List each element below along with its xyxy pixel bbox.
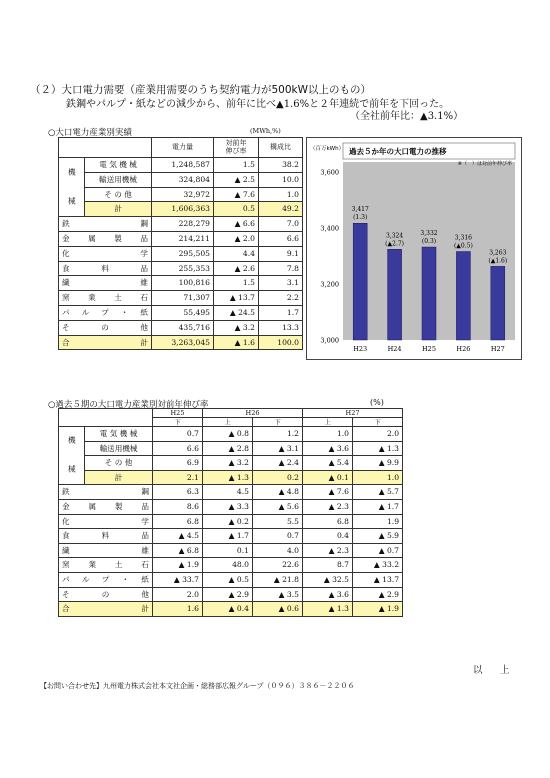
- table2-header-blank: [59, 409, 153, 427]
- growth-cell: ▲ 3.2: [214, 320, 259, 335]
- row-label: 窯業土石: [59, 291, 152, 306]
- table2-row: [59, 587, 403, 602]
- chart-bar: [353, 223, 367, 340]
- y-tick-label: 3,600: [320, 168, 339, 177]
- growth-cell: ▲ 24.5: [214, 305, 259, 320]
- value-cell: ▲ 3.1: [253, 441, 303, 456]
- chart-title: 過去５か年の大口電力の推移: [349, 147, 447, 156]
- bar-value-label: 3,263: [489, 249, 507, 257]
- table2-row: [59, 543, 403, 558]
- value-cell: 2.0: [353, 427, 403, 442]
- growth-cell: ▲ 2.0: [214, 231, 259, 246]
- value-cell: ▲ 5.9: [353, 529, 403, 544]
- year-header: H25: [153, 409, 203, 418]
- row-label: 電 気 機 械: [85, 158, 152, 173]
- table1-header-amount: 電力量: [152, 138, 214, 158]
- value-cell: 6.3: [153, 485, 203, 500]
- table1-row-machine-electric: [59, 158, 303, 173]
- value-cell: ▲ 32.5: [303, 572, 353, 587]
- table1-row-machine-transport: [59, 172, 303, 187]
- value-cell: 1.0: [303, 427, 353, 442]
- growth-cell: ▲ 2.6: [214, 261, 259, 276]
- share-cell: 38.2: [259, 158, 303, 173]
- row-label: 輸送用機械: [85, 441, 153, 456]
- amount-cell: 1,606,363: [152, 202, 214, 217]
- table2-row-machine-other: [59, 456, 403, 471]
- half-header: 上: [303, 418, 353, 427]
- table2-row: [59, 558, 403, 573]
- row-label: 窯業土石: [59, 558, 153, 573]
- value-cell: ▲ 21.8: [253, 572, 303, 587]
- share-cell: 1.7: [259, 305, 303, 320]
- value-cell: ▲ 4.8: [253, 485, 303, 500]
- value-cell: ▲ 13.7: [353, 572, 403, 587]
- table1-row-machine-subtotal: [59, 202, 303, 217]
- x-tick-label: H27: [490, 345, 505, 353]
- row-label: 鉄鋼: [59, 217, 152, 232]
- chart-svg: [307, 138, 523, 361]
- value-cell: ▲ 33.7: [153, 572, 203, 587]
- row-label: その他: [59, 587, 153, 602]
- value-cell: ▲ 5.6: [253, 499, 303, 514]
- contact-info: 【お問い合わせ先】九州電力株式会社本文社企画・総務部広報グループ（０９６）３８６－２２０６: [40, 682, 355, 690]
- row-label: そ の 他: [85, 187, 152, 202]
- value-cell: ▲ 0.7: [353, 543, 403, 558]
- table1-header-blank: [59, 138, 152, 158]
- x-tick-label: H23: [353, 345, 368, 353]
- table1-machine-group-label: 機 械: [59, 158, 85, 217]
- table1-row: [59, 246, 303, 261]
- row-label: 食料品: [59, 529, 153, 544]
- row-label: 繊維: [59, 543, 153, 558]
- bar-growth-label: (▲1.6): [488, 257, 508, 265]
- table1-caption: ○大口電力産業別実績: [48, 128, 132, 138]
- share-cell: 100.0: [259, 335, 303, 350]
- row-label: 計: [85, 470, 153, 485]
- amount-cell: 435,716: [152, 320, 214, 335]
- table1-row: [59, 305, 303, 320]
- value-cell: 1.6: [153, 602, 203, 617]
- value-cell: ▲ 2.9: [353, 587, 403, 602]
- chart-bar: [491, 266, 505, 340]
- five-year-chart: [306, 137, 522, 360]
- amount-cell: 324,804: [152, 172, 214, 187]
- row-label: 輸送用機械: [85, 172, 152, 187]
- value-cell: ▲ 0.4: [203, 602, 253, 617]
- half-header: 下: [153, 418, 203, 427]
- row-label: そ の 他: [85, 456, 153, 471]
- chart-bar: [422, 247, 436, 340]
- bar-growth-label: (▲0.5): [453, 242, 473, 250]
- bar-growth-label: (▲2.7): [385, 240, 405, 248]
- amount-cell: 295,505: [152, 246, 214, 261]
- growth-cell: ▲ 1.6: [214, 335, 259, 350]
- bar-value-label: 3,332: [420, 230, 438, 238]
- table1-header-row: [59, 138, 303, 158]
- value-cell: ▲ 6.8: [153, 543, 203, 558]
- row-label: 食料品: [59, 261, 152, 276]
- y-axis: [320, 169, 339, 345]
- row-label: 計: [85, 202, 152, 217]
- value-cell: ▲ 2.3: [303, 543, 353, 558]
- x-tick-label: H26: [456, 345, 471, 353]
- value-cell: ▲ 2.9: [203, 587, 253, 602]
- chart-bar: [388, 249, 402, 340]
- value-cell: 4.5: [203, 485, 253, 500]
- table1-unit: (MWh,%): [250, 127, 281, 135]
- value-cell: ▲ 1.3: [203, 470, 253, 485]
- table1-row: [59, 276, 303, 291]
- growth-cell: ▲ 7.6: [214, 187, 259, 202]
- growth-cell: ▲ 13.7: [214, 291, 259, 306]
- value-cell: ▲ 3.3: [203, 499, 253, 514]
- row-label: 電 気 機 械: [85, 427, 153, 442]
- growth-cell: ▲ 6.6: [214, 217, 259, 232]
- value-cell: ▲ 33.2: [353, 558, 403, 573]
- amount-cell: 3,263,045: [152, 335, 214, 350]
- value-cell: ▲ 2.8: [203, 441, 253, 456]
- row-label: パルプ・紙: [59, 572, 153, 587]
- bar-value-label: 3,417: [351, 206, 369, 214]
- row-label: 合計: [59, 602, 153, 617]
- value-cell: ▲ 1.9: [353, 602, 403, 617]
- chart-bar: [456, 252, 470, 340]
- row-label: 繊維: [59, 276, 152, 291]
- row-label: 鉄鋼: [59, 485, 153, 500]
- value-cell: 0.4: [303, 529, 353, 544]
- value-cell: 8.6: [153, 499, 203, 514]
- table1-row: [59, 261, 303, 276]
- value-cell: 2.0: [153, 587, 203, 602]
- value-cell: ▲ 3.2: [203, 456, 253, 471]
- value-cell: 4.0: [253, 543, 303, 558]
- value-cell: 6.8: [303, 514, 353, 529]
- growth-by-industry-table: [58, 408, 403, 617]
- x-tick-label: H25: [422, 345, 436, 353]
- table1-row: [59, 217, 303, 232]
- table2-row-machine-subtotal: [59, 470, 403, 485]
- value-cell: ▲ 1.3: [303, 602, 353, 617]
- year-header: H26: [203, 409, 303, 418]
- share-cell: 2.2: [259, 291, 303, 306]
- bar-value-label: 3,316: [454, 234, 472, 242]
- chart-note: ※（ ）は対前年伸び率: [457, 161, 512, 167]
- closing-mark: 以 上: [473, 665, 514, 676]
- growth-cell: 4.4: [214, 246, 259, 261]
- value-cell: ▲ 0.8: [203, 427, 253, 442]
- value-cell: ▲ 5.7: [353, 485, 403, 500]
- table1-row-machine-other: [59, 187, 303, 202]
- table1-header-share: 構成比: [259, 138, 303, 158]
- y-tick-label: 3,200: [320, 280, 339, 289]
- value-cell: ▲ 3.5: [253, 587, 303, 602]
- table2-row: [59, 499, 403, 514]
- growth-cell: ▲ 2.5: [214, 172, 259, 187]
- value-cell: 1.0: [353, 470, 403, 485]
- value-cell: 6.8: [153, 514, 203, 529]
- table1-header-growth: 対前年 伸び率: [214, 138, 259, 158]
- value-cell: 48.0: [203, 558, 253, 573]
- share-cell: 3.1: [259, 276, 303, 291]
- value-cell: ▲ 1.7: [203, 529, 253, 544]
- amount-cell: 255,353: [152, 261, 214, 276]
- row-label: 化学: [59, 514, 153, 529]
- table2-row-machine-electric: [59, 427, 403, 442]
- section-heading: （２）大口電力需要（産業用需要のうち契約電力が500kW以上のもの）: [30, 84, 372, 96]
- value-cell: ▲ 0.1: [303, 470, 353, 485]
- table2-year-row: [59, 409, 403, 418]
- table2-row: [59, 514, 403, 529]
- value-cell: ▲ 5.4: [303, 456, 353, 471]
- value-cell: ▲ 3.6: [303, 441, 353, 456]
- half-header: 下: [353, 418, 403, 427]
- share-cell: 13.3: [259, 320, 303, 335]
- amount-cell: 228,279: [152, 217, 214, 232]
- value-cell: ▲ 9.9: [353, 456, 403, 471]
- table2-caption: ○過去５期の大口電力産業別対前年伸び率: [48, 400, 209, 410]
- growth-cell: 0.5: [214, 202, 259, 217]
- table1-row: [59, 291, 303, 306]
- value-cell: 0.1: [203, 543, 253, 558]
- value-cell: 0.7: [153, 427, 203, 442]
- results-by-industry-table: [58, 137, 303, 350]
- summary-total: （全社前年比：▲3.1%）: [350, 111, 464, 122]
- value-cell: 5.5: [253, 514, 303, 529]
- value-cell: ▲ 0.6: [253, 602, 303, 617]
- value-cell: ▲ 0.2: [203, 514, 253, 529]
- growth-cell: 1.5: [214, 276, 259, 291]
- bar-growth-label: (0.3): [421, 238, 437, 246]
- row-label: 金属製品: [59, 231, 152, 246]
- value-cell: 1.2: [253, 427, 303, 442]
- half-header: 下: [253, 418, 303, 427]
- share-cell: 1.0: [259, 187, 303, 202]
- table2-machine-group-label: 機 械: [59, 427, 85, 485]
- row-label: 化学: [59, 246, 152, 261]
- bar-growth-label: (1.3): [353, 214, 368, 222]
- value-cell: ▲ 2.3: [303, 499, 353, 514]
- table2-row-machine-transport: [59, 441, 403, 456]
- value-cell: ▲ 4.5: [153, 529, 203, 544]
- share-cell: 6.6: [259, 231, 303, 246]
- value-cell: ▲ 3.6: [303, 587, 353, 602]
- table1-total-row: [59, 335, 303, 350]
- value-cell: ▲ 2.4: [253, 456, 303, 471]
- value-cell: 6.6: [153, 441, 203, 456]
- value-cell: 2.1: [153, 470, 203, 485]
- value-cell: ▲ 1.7: [353, 499, 403, 514]
- amount-cell: 32,972: [152, 187, 214, 202]
- amount-cell: 1,248,587: [152, 158, 214, 173]
- table1-row: [59, 231, 303, 246]
- value-cell: 1.9: [353, 514, 403, 529]
- table2-row: [59, 529, 403, 544]
- row-label: その他: [59, 320, 152, 335]
- table1-row: [59, 320, 303, 335]
- value-cell: 6.9: [153, 456, 203, 471]
- year-header: H27: [303, 409, 403, 418]
- row-label: 合計: [59, 335, 152, 350]
- value-cell: ▲ 1.3: [353, 441, 403, 456]
- summary-line: 鉄鋼やパルプ・紙などの減少から、前年に比べ▲1.6%と２年連続で前年を下回った。: [66, 99, 450, 110]
- table2-row: [59, 485, 403, 500]
- row-label: 金属製品: [59, 499, 153, 514]
- table2-row: [59, 572, 403, 587]
- value-cell: 0.7: [253, 529, 303, 544]
- row-label: パルプ・紙: [59, 305, 152, 320]
- chart-ylabel: （百万kWh）: [310, 146, 345, 152]
- share-cell: 7.0: [259, 217, 303, 232]
- share-cell: 49.2: [259, 202, 303, 217]
- value-cell: 8.7: [303, 558, 353, 573]
- share-cell: 7.8: [259, 261, 303, 276]
- table2-total-row: [59, 602, 403, 617]
- value-cell: 0.2: [253, 470, 303, 485]
- value-cell: ▲ 7.6: [303, 485, 353, 500]
- y-tick-label: 3,000: [320, 336, 339, 345]
- table2-unit: (%): [370, 398, 384, 407]
- value-cell: 22.6: [253, 558, 303, 573]
- value-cell: ▲ 1.9: [153, 558, 203, 573]
- growth-cell: 1.5: [214, 158, 259, 173]
- y-tick-label: 3,400: [320, 224, 339, 233]
- bar-value-label: 3,324: [386, 232, 404, 240]
- amount-cell: 71,307: [152, 291, 214, 306]
- amount-cell: 55,495: [152, 305, 214, 320]
- x-tick-label: H24: [387, 345, 402, 353]
- half-header: 上: [203, 418, 253, 427]
- share-cell: 10.0: [259, 172, 303, 187]
- share-cell: 9.1: [259, 246, 303, 261]
- value-cell: ▲ 0.5: [203, 572, 253, 587]
- amount-cell: 214,211: [152, 231, 214, 246]
- amount-cell: 100,816: [152, 276, 214, 291]
